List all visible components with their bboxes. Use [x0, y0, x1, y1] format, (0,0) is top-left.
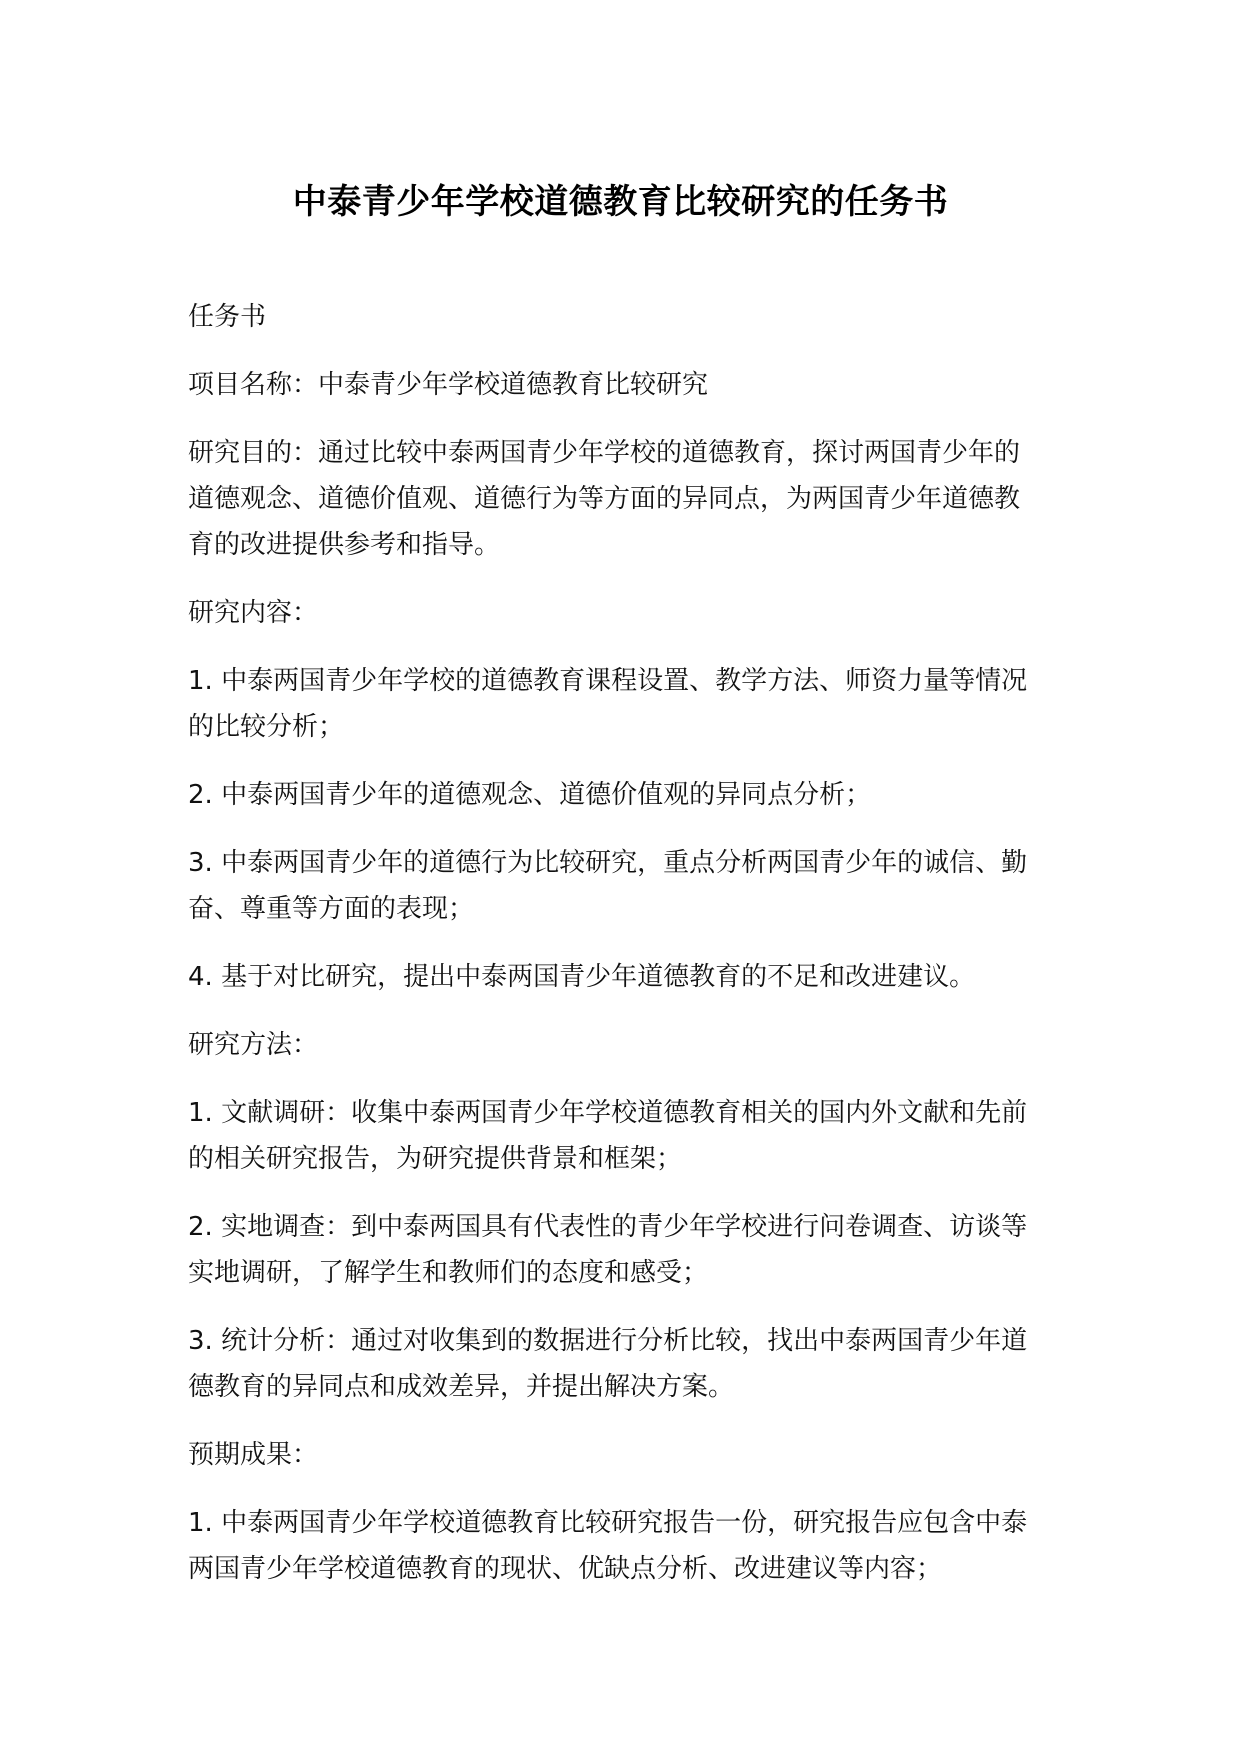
project-name: 项目名称：中泰青少年学校道德教育比较研究	[188, 370, 709, 400]
method-item-3: 3. 统计分析：通过对收集到的数据进行分析比较，找出中泰两国青少年道德教育的异同点和成效差异，并提出解决方案。	[188, 1326, 1028, 1402]
content-item-1: 1. 中泰两国青少年学校的道德教育课程设置、教学方法、师资力量等情况的比较分析；	[188, 666, 1028, 742]
research-purpose: 研究目的：通过比较中泰两国青少年学校的道德教育，探讨两国青少年的道德观念、道德价值观、道德行为等方面的异同点，为两国青少年道德教育的改进提供参考和指导。	[188, 438, 1021, 560]
content-item-2: 2. 中泰两国青少年的道德观念、道德价值观的异同点分析；	[188, 780, 872, 810]
content-item-4: 4. 基于对比研究，提出中泰两国青少年道德教育的不足和改进建议。	[188, 962, 976, 992]
outcome-item-1: 1. 中泰两国青少年学校道德教育比较研究报告一份，研究报告应包含中泰两国青少年学校道德教育的现状、优缺点分析、改进建议等内容；	[188, 1508, 1028, 1584]
content-item-3: 3. 中泰两国青少年的道德行为比较研究，重点分析两国青少年的诚信、勤奋、尊重等方面的表现；	[188, 848, 1028, 924]
section-heading-content: 研究内容：	[188, 598, 319, 628]
document-body	[188, 294, 1044, 1614]
section-heading-task: 任务书	[188, 302, 267, 332]
method-item-1: 1. 文献调研：收集中泰两国青少年学校道德教育相关的国内外文献和先前的相关研究报告，为研究提供背景和框架；	[188, 1098, 1028, 1174]
method-item-2: 2. 实地调查：到中泰两国具有代表性的青少年学校进行问卷调查、访谈等实地调研，了解学生和教师们的态度和感受；	[188, 1212, 1028, 1288]
section-heading-outcomes: 预期成果：	[188, 1440, 319, 1470]
document-title: 中泰青少年学校道德教育比较研究的任务书	[292, 182, 949, 222]
section-heading-methods: 研究方法：	[188, 1030, 319, 1060]
